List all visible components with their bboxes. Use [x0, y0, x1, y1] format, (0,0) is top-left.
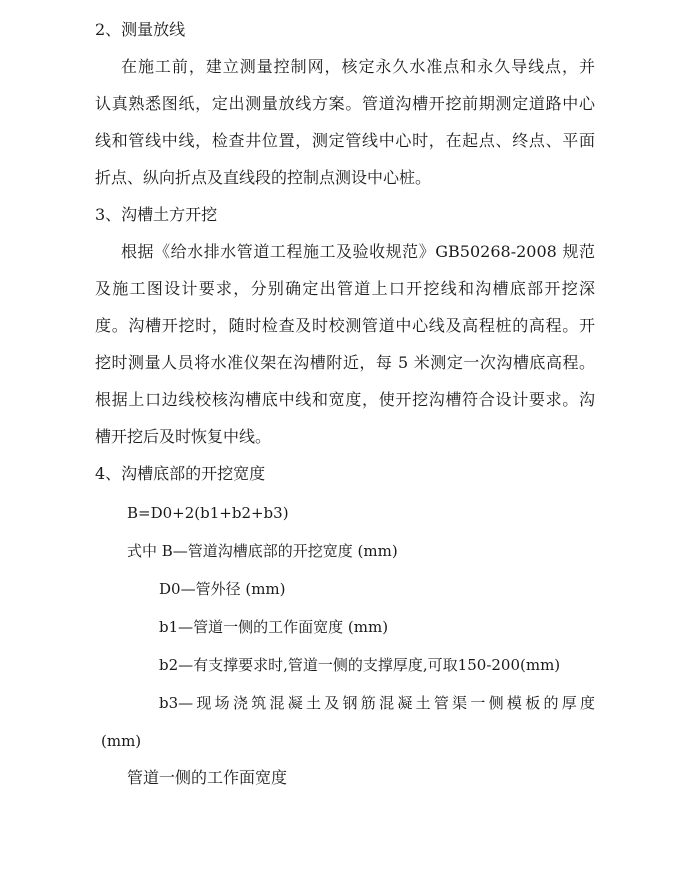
- definition-b3: b3—现场浇筑混凝土及钢筋混凝土管渠一侧模板的厚度: [159, 694, 595, 712]
- definition-b3-unit: (mm): [101, 732, 142, 750]
- section-3-heading: 3、沟槽土方开挖: [95, 205, 218, 224]
- section-2-heading: 2、测量放线: [95, 20, 186, 39]
- section-2-line: 认真熟悉图纸，定出测量放线方案。管道沟槽开挖前期测定道路中心: [95, 94, 595, 113]
- formula-where: 式中 B—管道沟槽底部的开挖宽度 (mm): [127, 542, 398, 560]
- section-3-line: 及施工图设计要求，分别确定出管道上口开挖线和沟槽底部开挖深: [95, 279, 595, 298]
- formula: B=D0+2(b1+b2+b3): [127, 504, 289, 522]
- section-2-line: 线和管线中线，检查井位置，测定管线中心时，在起点、终点、平面: [95, 131, 595, 150]
- definition-d0: D0—管外径 (mm): [159, 580, 286, 598]
- definition-b1: b1—管道一侧的工作面宽度 (mm): [159, 618, 389, 636]
- section-2-line: 在施工前，建立测量控制网，核定永久水准点和永久导线点，并: [121, 57, 595, 76]
- section-4-heading: 4、沟槽底部的开挖宽度: [95, 464, 266, 483]
- section-3-line: 槽开挖后及时恢复中线。: [95, 427, 272, 446]
- section-3-line: 挖时测量人员将水准仪架在沟槽附近，每 5 米测定一次沟槽底高程。: [95, 353, 595, 372]
- section-3-line: 根据上口边线校核沟槽底中线和宽度，使开挖沟槽符合设计要求。沟: [95, 390, 595, 409]
- definition-b2: b2—有支撑要求时,管道一侧的支撑厚度,可取150-200(mm): [159, 656, 561, 674]
- section-2-line: 折点、纵向折点及直线段的控制点测设中心桩。: [95, 168, 432, 187]
- work-face-width-line: 管道一侧的工作面宽度: [127, 768, 288, 787]
- section-3-line: 度。沟槽开挖时，随时检查及时校测管道中心线及高程桩的高程。开: [95, 316, 595, 335]
- section-3-line: 根据《给水排水管道工程施工及验收规范》GB50268-2008 规范: [121, 242, 595, 261]
